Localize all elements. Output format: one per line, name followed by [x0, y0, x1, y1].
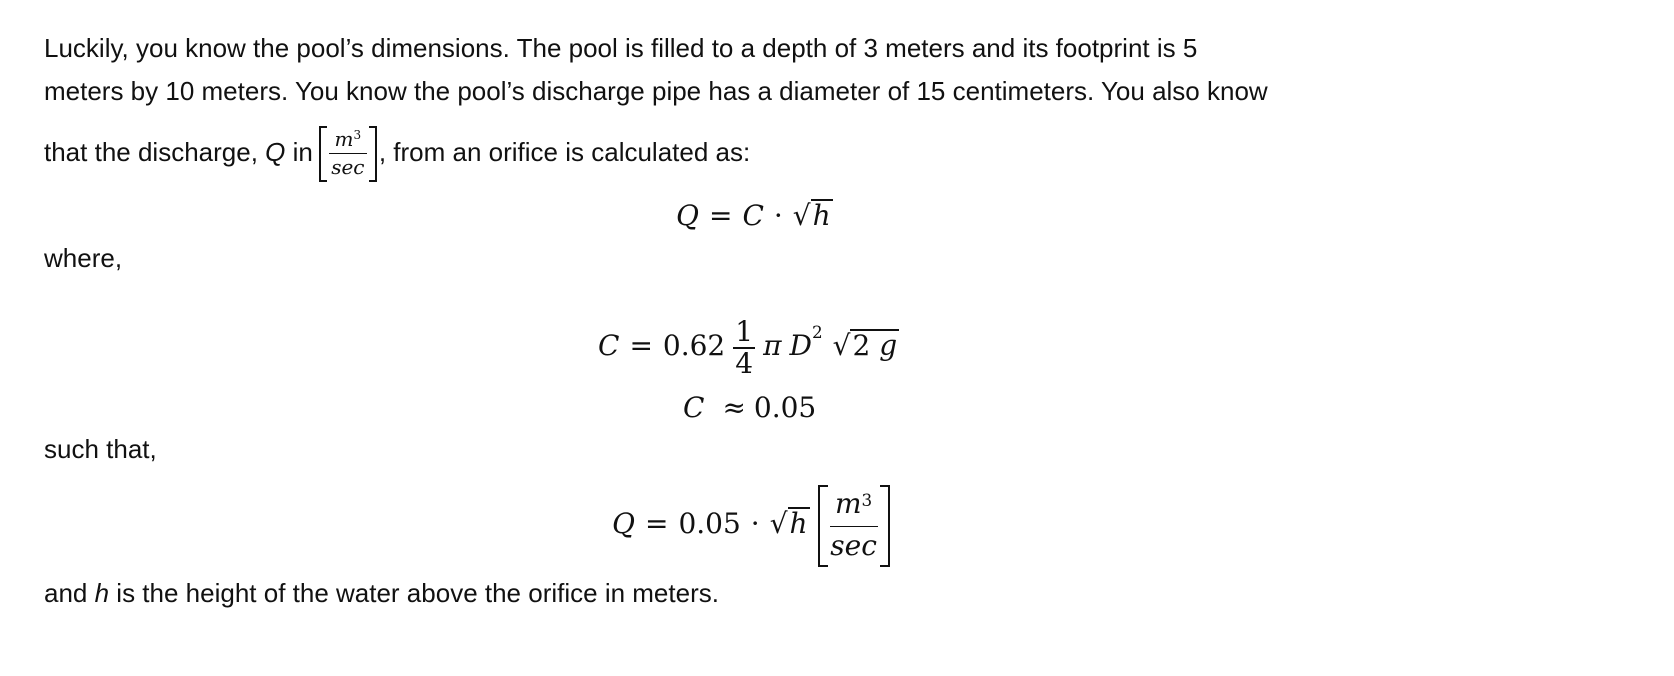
- equation-q-final: [612, 482, 890, 566]
- equation-c-definition: [598, 308, 899, 384]
- unit-exponent: 3: [353, 128, 362, 143]
- paragraph-line-2-text: meters by 10 meters. You know the pool’s discharge pipe has a diameter of 15 centimeters. You also know: [44, 76, 1268, 106]
- eq4-unit-exponent: 3: [861, 489, 873, 510]
- eq4-h: h: [789, 507, 808, 540]
- eq2-fraction: [733, 314, 755, 380]
- eq2-d-exponent: 2: [811, 322, 823, 342]
- eq4-unit-bracket: [818, 485, 890, 567]
- eq3-lhs: C: [683, 391, 705, 424]
- paragraph-line-3-text-before: that the discharge,: [44, 137, 266, 167]
- eq2-radical: √: [832, 329, 851, 362]
- eq2-d: D: [789, 329, 812, 362]
- eq4-radical: √: [769, 507, 788, 540]
- closing-text-after: is the height of the water above the orifice in meters.: [109, 578, 719, 608]
- paragraph-line-1-text: Luckily, you know the pool’s dimensions. The pool is filled to a depth of 3 meters and its footprint is 5: [44, 33, 1198, 63]
- eq4-lhs: Q: [612, 507, 635, 540]
- eq1-h: h: [812, 199, 831, 232]
- eq2-sqrt: [833, 308, 900, 384]
- equation-q-equals-c-root-h: [676, 196, 833, 236]
- unit-numerator: [319, 128, 377, 150]
- closing-text-before: and: [44, 578, 95, 608]
- unit-denominator: sec: [331, 155, 365, 180]
- eq1-radical: √: [792, 199, 811, 232]
- eq4-unit-denominator: sec: [830, 528, 877, 562]
- closing-line: [44, 577, 719, 609]
- eq4-dot: ·: [750, 507, 760, 540]
- where-label: [44, 242, 122, 274]
- eq2-radicand: [850, 329, 899, 360]
- such-that-label-text: such that,: [44, 434, 157, 464]
- eq2-two: 2: [852, 329, 871, 362]
- paragraph-line-3: [44, 124, 750, 180]
- eq2-fraction-numerator: 1: [735, 314, 754, 348]
- eq4-unit-numerator-text: m: [834, 486, 862, 520]
- eq4-equals: =: [644, 507, 669, 540]
- equation-c-approx: [683, 388, 816, 428]
- discharge-variable: Q: [265, 137, 286, 167]
- eq1-dot: ·: [773, 199, 783, 232]
- paragraph-line-3-text-after: , from an orifice is calculated as:: [378, 137, 751, 167]
- eq1-sqrt: [793, 196, 833, 236]
- unit-fraction-bar: [329, 153, 367, 154]
- eq2-pi: π: [763, 329, 782, 362]
- paragraph-line-1: [44, 32, 1197, 64]
- where-label-text: where,: [44, 243, 123, 273]
- eq3-value: 0.05: [753, 391, 817, 424]
- such-that-label: [44, 433, 157, 465]
- eq2-equals: =: [629, 329, 653, 362]
- eq1-lhs: Q: [676, 199, 699, 232]
- paragraph-line-3-text-in: in: [285, 137, 313, 167]
- eq2-lhs: C: [598, 329, 620, 362]
- paragraph-line-2: [44, 75, 1268, 107]
- eq3-approx: ≈: [722, 391, 746, 424]
- eq4-coefficient: 0.05: [678, 507, 741, 540]
- eq4-sqrt: [770, 482, 810, 566]
- unit-numerator-text: m: [334, 127, 354, 152]
- eq2-fraction-denominator: 4: [735, 346, 754, 380]
- eq2-g: g: [879, 329, 898, 362]
- eq1-equals: =: [708, 199, 733, 232]
- inline-unit-bracket: [319, 126, 377, 182]
- eq1-c: C: [742, 199, 764, 232]
- eq4-unit-numerator: [818, 487, 890, 521]
- eq4-unit-fraction-bar: [830, 526, 878, 527]
- closing-h-variable: h: [94, 578, 110, 608]
- eq2-coefficient: 0.62: [662, 329, 726, 362]
